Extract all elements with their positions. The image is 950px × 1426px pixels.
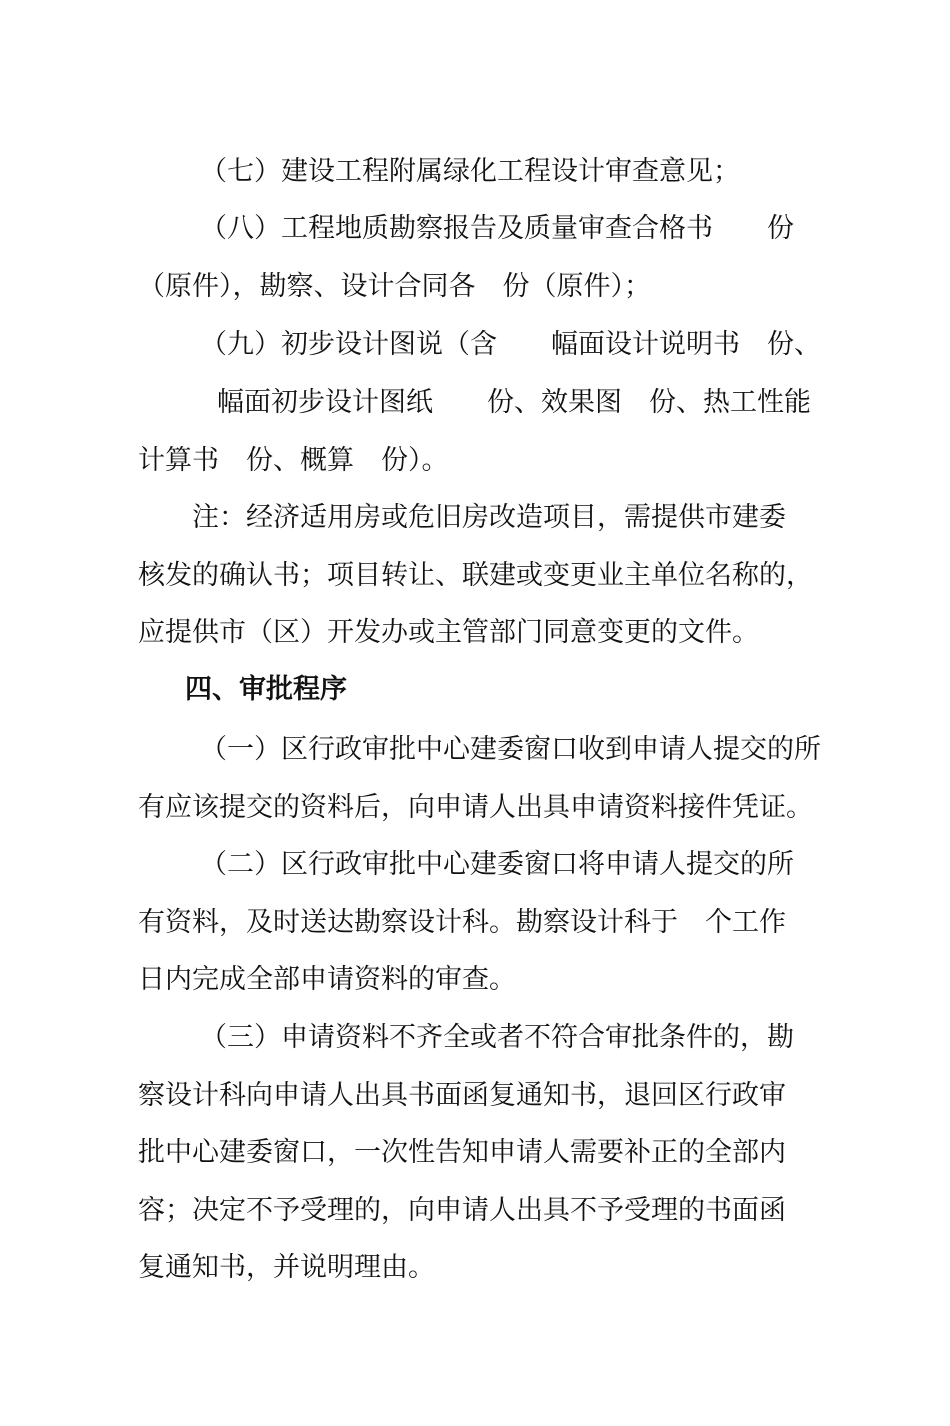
paragraph-item-9-line-1: （九）初步设计图说（含 幅面设计说明书 份、 [200, 329, 821, 360]
procedure-2-line-2: 有资料，及时送达勘察设计科。勘察设计科于 个工作 [138, 907, 786, 938]
procedure-2-line-3: 日内完成全部申请资料的审查。 [138, 964, 516, 995]
procedure-2-line-1: （二）区行政审批中心建委窗口将申请人提交的所 [200, 849, 794, 880]
paragraph-item-8-line-2: （原件），勘察、设计合同各 份（原件）； [138, 271, 651, 302]
procedure-3-line-2: 察设计科向申请人出具书面函复通知书，退回区行政审 [138, 1080, 786, 1111]
note-line-2: 核发的确认书；项目转让、联建或变更业主单位名称的， [138, 560, 813, 591]
procedure-3-line-4: 容；决定不予受理的，向申请人出具不予受理的书面函 [138, 1195, 786, 1226]
procedure-1-line-1: （一）区行政审批中心建委窗口收到申请人提交的所 [200, 734, 821, 765]
note-line-1: 注：经济适用房或危旧房改造项目，需提供市建委 [192, 502, 786, 533]
paragraph-item-9-line-2: 幅面初步设计图纸 份、效果图 份、热工性能 [190, 387, 811, 418]
paragraph-item-8-line-1: （八）工程地质勘察报告及质量审查合格书 份 [200, 213, 794, 244]
paragraph-item-9-line-3: 计算书 份、概算 份）。 [138, 445, 449, 476]
procedure-3-line-3: 批中心建委窗口，一次性告知申请人需要补正的全部内 [138, 1137, 786, 1168]
note-line-3: 应提供市（区）开发办或主管部门同意变更的文件。 [138, 617, 759, 648]
paragraph-item-7: （七）建设工程附属绿化工程设计审查意见； [200, 156, 740, 187]
procedure-3-line-5: 复通知书，并说明理由。 [138, 1252, 435, 1283]
procedure-1-line-2: 有应该提交的资料后，向申请人出具申请资料接件凭证。 [138, 792, 813, 823]
section-heading: 四、审批程序 [185, 674, 347, 705]
procedure-3-line-1: （三）申请资料不齐全或者不符合审批条件的，勘 [200, 1022, 794, 1053]
